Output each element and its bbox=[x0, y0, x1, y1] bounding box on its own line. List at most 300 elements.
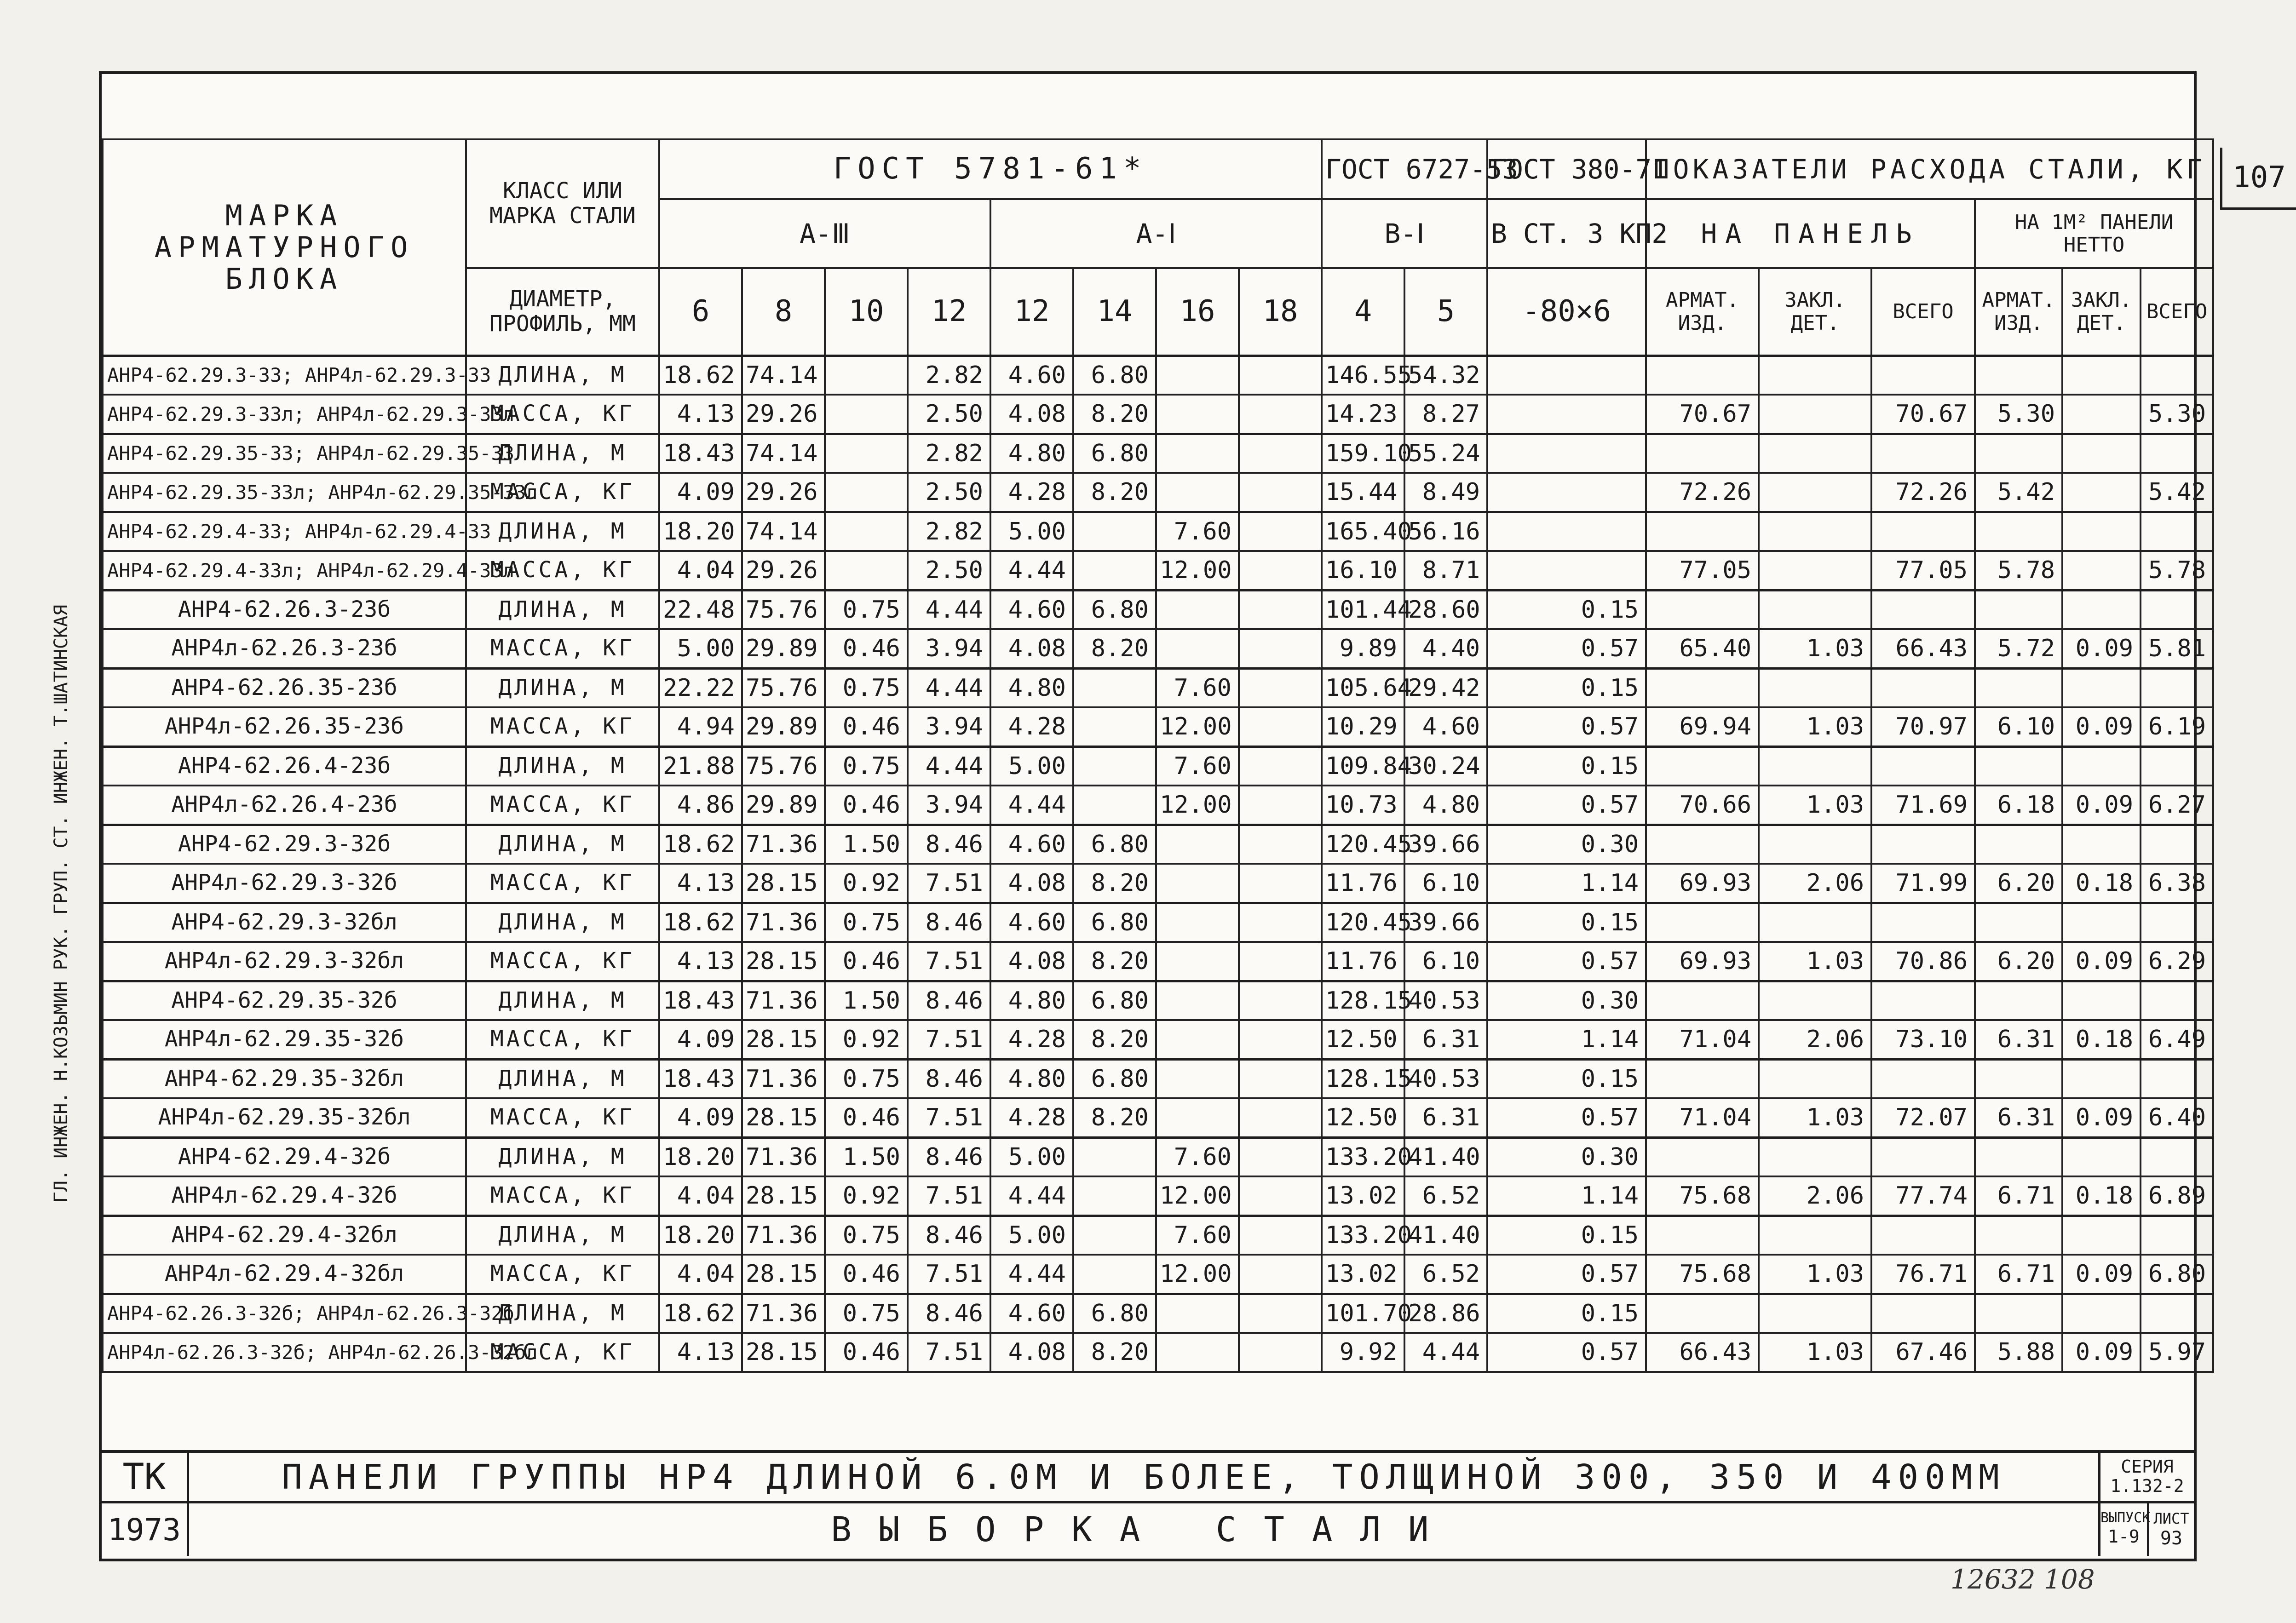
cell-value: 6.10 bbox=[1404, 942, 1487, 981]
cell-value bbox=[1871, 1137, 1975, 1176]
cell-value: 1.03 bbox=[1759, 786, 1871, 825]
cell-value bbox=[1646, 356, 1759, 395]
cell-value bbox=[2141, 903, 2213, 942]
cell-value: 4.80 bbox=[990, 981, 1073, 1020]
cell-value: 0.75 bbox=[825, 746, 908, 786]
cell-value: 0.09 bbox=[2062, 1098, 2141, 1137]
row-marka: АНР4л-62.26.3-32б; АНР4л-62.26.3-32бл bbox=[103, 1333, 466, 1372]
header-armat-1m2: АРМАТ. ИЗД. bbox=[1975, 268, 2062, 356]
cell-value bbox=[2062, 1294, 2141, 1333]
row-marka: АНР4л-62.29.35-32бл bbox=[103, 1098, 466, 1137]
cell-value bbox=[1239, 1333, 1322, 1372]
cell-value bbox=[2062, 668, 2141, 707]
cell-value: 6.80 bbox=[1073, 981, 1156, 1020]
cell-value bbox=[1646, 903, 1759, 942]
cell-value: 4.04 bbox=[659, 1255, 742, 1294]
cell-value: 1.03 bbox=[1759, 1255, 1871, 1294]
header-a1: А-Ⅰ bbox=[990, 199, 1322, 268]
cell-value: 8.46 bbox=[908, 903, 990, 942]
cell-value: 8.20 bbox=[1073, 1098, 1156, 1137]
row-marka: АНР4л-62.29.3-32б bbox=[103, 864, 466, 903]
cell-value bbox=[1239, 942, 1322, 981]
cell-value: 0.92 bbox=[825, 1020, 908, 1059]
row-type: ДЛИНА, М bbox=[466, 1137, 659, 1176]
cell-value bbox=[1156, 864, 1239, 903]
row-type: ДЛИНА, М bbox=[466, 1059, 659, 1098]
cell-value: 4.44 bbox=[990, 551, 1073, 590]
cell-value: 6.49 bbox=[2141, 1020, 2213, 1059]
cell-value: 0.09 bbox=[2062, 942, 2141, 981]
header-na-1m2: НА 1М² ПАНЕЛИ НЕТТО bbox=[1975, 199, 2213, 268]
cell-value: 0.92 bbox=[825, 1176, 908, 1216]
cell-value: 4.44 bbox=[1404, 1333, 1487, 1372]
header-a3: А-Ⅲ bbox=[659, 199, 990, 268]
cell-value: 28.15 bbox=[742, 1176, 825, 1216]
cell-value: 0.75 bbox=[825, 1294, 908, 1333]
cell-value bbox=[1759, 395, 1871, 434]
cell-value bbox=[1073, 1176, 1156, 1216]
cell-value: 12.50 bbox=[1322, 1020, 1404, 1059]
cell-value: 6.80 bbox=[1073, 825, 1156, 864]
cell-value bbox=[1975, 825, 2062, 864]
cell-value: 4.60 bbox=[990, 903, 1073, 942]
table-row bbox=[103, 746, 2213, 786]
cell-value: 29.89 bbox=[742, 786, 825, 825]
cell-value: 28.60 bbox=[1404, 590, 1487, 629]
cell-value: 3.94 bbox=[908, 786, 990, 825]
list-box bbox=[2149, 1503, 2194, 1556]
cell-value bbox=[1975, 512, 2062, 551]
table-row bbox=[103, 864, 2213, 903]
cell-value bbox=[1239, 1137, 1322, 1176]
cell-value bbox=[1646, 746, 1759, 786]
cell-value: 70.97 bbox=[1871, 707, 1975, 746]
cell-value: 41.40 bbox=[1404, 1137, 1487, 1176]
cell-value: 6.80 bbox=[1073, 903, 1156, 942]
cell-value bbox=[1871, 903, 1975, 942]
table-row bbox=[103, 1098, 2213, 1137]
cell-value bbox=[2141, 746, 2213, 786]
cell-value bbox=[1759, 434, 1871, 473]
cell-value: 4.04 bbox=[659, 551, 742, 590]
cell-value bbox=[1239, 356, 1322, 395]
cell-value: 8.20 bbox=[1073, 1020, 1156, 1059]
table-row bbox=[103, 942, 2213, 981]
cell-value: 6.31 bbox=[1404, 1098, 1487, 1137]
cell-value bbox=[2141, 1059, 2213, 1098]
side-stamp-text: ГЛ. ИНЖЕН. Н.КОЗЬМИН РУК. ГРУП. СТ. ИНЖЕН. Т.ШАТИНСКАЯ bbox=[51, 604, 72, 1203]
cell-value: 4.08 bbox=[990, 1333, 1073, 1372]
cell-value: 28.86 bbox=[1404, 1294, 1487, 1333]
cell-value bbox=[1646, 434, 1759, 473]
row-marka: АНР4-62.29.35-33л; АНР4л-62.29.35-33л bbox=[103, 473, 466, 512]
cell-value bbox=[1156, 395, 1239, 434]
cell-value bbox=[1975, 1216, 2062, 1255]
cell-value bbox=[1239, 1216, 1322, 1255]
row-type: МАССА, КГ bbox=[466, 1098, 659, 1137]
cell-value bbox=[1239, 1059, 1322, 1098]
diam-strip: -80×6 bbox=[1487, 268, 1646, 356]
cell-value bbox=[825, 512, 908, 551]
cell-value: 0.57 bbox=[1487, 707, 1646, 746]
cell-value: 4.09 bbox=[659, 1020, 742, 1059]
cell-value bbox=[1975, 1137, 2062, 1176]
cell-value: 0.30 bbox=[1487, 1137, 1646, 1176]
cell-value: 66.43 bbox=[1646, 1333, 1759, 1372]
cell-value: 0.15 bbox=[1487, 903, 1646, 942]
cell-value bbox=[1156, 825, 1239, 864]
cell-value: 28.15 bbox=[742, 1098, 825, 1137]
cell-value: 6.31 bbox=[1975, 1098, 2062, 1137]
header-vsego-1m2: ВСЕГО bbox=[2141, 268, 2213, 356]
header-vsego: ВСЕГО bbox=[1871, 268, 1975, 356]
cell-value: 11.76 bbox=[1322, 864, 1404, 903]
vypusk-value: 1-9 bbox=[2108, 1526, 2140, 1547]
diam-18: 18 bbox=[1239, 268, 1322, 356]
cell-value bbox=[1759, 590, 1871, 629]
cell-value: 22.48 bbox=[659, 590, 742, 629]
cell-value: 0.46 bbox=[825, 629, 908, 668]
seria-label: СЕРИЯ bbox=[2121, 1457, 2174, 1477]
row-type: ДЛИНА, М bbox=[466, 1294, 659, 1333]
cell-value: 6.80 bbox=[1073, 434, 1156, 473]
cell-value: 39.66 bbox=[1404, 825, 1487, 864]
cell-value: 55.24 bbox=[1404, 434, 1487, 473]
cell-value: 10.73 bbox=[1322, 786, 1404, 825]
row-marka: АНР4-62.29.4-32бл bbox=[103, 1216, 466, 1255]
cell-value bbox=[1239, 786, 1322, 825]
cell-value: 2.06 bbox=[1759, 1020, 1871, 1059]
cell-value: 0.18 bbox=[2062, 864, 2141, 903]
row-marka: АНР4-62.29.3-32б bbox=[103, 825, 466, 864]
cell-value bbox=[825, 551, 908, 590]
row-marka: АНР4л-62.29.4-32бл bbox=[103, 1255, 466, 1294]
cell-value bbox=[1871, 981, 1975, 1020]
year-label: 1973 bbox=[102, 1503, 189, 1556]
cell-value: 1.14 bbox=[1487, 864, 1646, 903]
cell-value: 21.88 bbox=[659, 746, 742, 786]
cell-value: 13.02 bbox=[1322, 1176, 1404, 1216]
row-type: МАССА, КГ bbox=[466, 629, 659, 668]
cell-value bbox=[1239, 551, 1322, 590]
cell-value: 0.46 bbox=[825, 786, 908, 825]
cell-value bbox=[2141, 356, 2213, 395]
cell-value: 11.76 bbox=[1322, 942, 1404, 981]
cell-value bbox=[1759, 512, 1871, 551]
cell-value: 1.03 bbox=[1759, 1333, 1871, 1372]
cell-value bbox=[1975, 903, 2062, 942]
cell-value: 77.74 bbox=[1871, 1176, 1975, 1216]
cell-value: 5.30 bbox=[1975, 395, 2062, 434]
cell-value: 12.00 bbox=[1156, 707, 1239, 746]
row-marka: АНР4л-62.26.4-23б bbox=[103, 786, 466, 825]
cell-value bbox=[1073, 1137, 1156, 1176]
cell-value bbox=[1487, 356, 1646, 395]
cell-value: 6.80 bbox=[1073, 1059, 1156, 1098]
cell-value: 0.92 bbox=[825, 864, 908, 903]
cell-value: 69.93 bbox=[1646, 864, 1759, 903]
cell-value bbox=[2141, 434, 2213, 473]
cell-value: 6.31 bbox=[1975, 1020, 2062, 1059]
cell-value: 72.07 bbox=[1871, 1098, 1975, 1137]
cell-value bbox=[1871, 590, 1975, 629]
cell-value bbox=[2141, 512, 2213, 551]
row-marka: АНР4-62.29.35-32бл bbox=[103, 1059, 466, 1098]
cell-value: 18.43 bbox=[659, 981, 742, 1020]
cell-value: 7.60 bbox=[1156, 1216, 1239, 1255]
cell-value: 28.15 bbox=[742, 1255, 825, 1294]
cell-value: 4.13 bbox=[659, 395, 742, 434]
cell-value: 4.28 bbox=[990, 1020, 1073, 1059]
cell-value: 4.09 bbox=[659, 473, 742, 512]
cell-value: 5.42 bbox=[1975, 473, 2062, 512]
cell-value: 8.20 bbox=[1073, 942, 1156, 981]
vypusk-label: ВЫПУСК bbox=[2100, 1510, 2151, 1526]
cell-value: 1.14 bbox=[1487, 1020, 1646, 1059]
cell-value: 5.78 bbox=[1975, 551, 2062, 590]
cell-value: 7.51 bbox=[908, 1098, 990, 1137]
cell-value: 6.80 bbox=[1073, 1294, 1156, 1333]
cell-value: 30.24 bbox=[1404, 746, 1487, 786]
cell-value: 4.13 bbox=[659, 1333, 742, 1372]
cell-value: 4.28 bbox=[990, 1098, 1073, 1137]
cell-value bbox=[2141, 590, 2213, 629]
row-type: ДЛИНА, М bbox=[466, 746, 659, 786]
cell-value: 77.05 bbox=[1646, 551, 1759, 590]
cell-value: 4.08 bbox=[990, 864, 1073, 903]
cell-value: 6.80 bbox=[1073, 356, 1156, 395]
cell-value: 6.19 bbox=[2141, 707, 2213, 746]
cell-value bbox=[1239, 629, 1322, 668]
cell-value: 69.94 bbox=[1646, 707, 1759, 746]
cell-value bbox=[2062, 356, 2141, 395]
table-row bbox=[103, 356, 2213, 395]
list-label: ЛИСТ bbox=[2153, 1510, 2189, 1527]
cell-value bbox=[2062, 825, 2141, 864]
row-type: ДЛИНА, М bbox=[466, 668, 659, 707]
cell-value: 7.60 bbox=[1156, 512, 1239, 551]
cell-value bbox=[1759, 1137, 1871, 1176]
cell-value: 29.42 bbox=[1404, 668, 1487, 707]
table-row bbox=[103, 981, 2213, 1020]
cell-value bbox=[2062, 590, 2141, 629]
cell-value: 18.43 bbox=[659, 434, 742, 473]
cell-value: 5.00 bbox=[990, 1137, 1073, 1176]
title-block bbox=[102, 1450, 2194, 1559]
row-type: МАССА, КГ bbox=[466, 1176, 659, 1216]
cell-value: 1.03 bbox=[1759, 1098, 1871, 1137]
cell-value: 16.10 bbox=[1322, 551, 1404, 590]
cell-value bbox=[1239, 1098, 1322, 1137]
cell-value: 0.75 bbox=[825, 903, 908, 942]
table-row bbox=[103, 434, 2213, 473]
cell-value: 9.89 bbox=[1322, 629, 1404, 668]
cell-value: 77.05 bbox=[1871, 551, 1975, 590]
table-row bbox=[103, 1294, 2213, 1333]
cell-value bbox=[1759, 1216, 1871, 1255]
cell-value bbox=[2062, 1059, 2141, 1098]
cell-value: 0.30 bbox=[1487, 825, 1646, 864]
cell-value: 8.20 bbox=[1073, 1333, 1156, 1372]
row-marka: АНР4-62.26.3-32б; АНР4л-62.26.3-32б bbox=[103, 1294, 466, 1333]
cell-value: 4.60 bbox=[990, 590, 1073, 629]
cell-value: 0.09 bbox=[2062, 1333, 2141, 1372]
header-vst: В СТ. 3 КП2 bbox=[1487, 199, 1646, 268]
cell-value: 8.20 bbox=[1073, 395, 1156, 434]
cell-value: 133.20 bbox=[1322, 1137, 1404, 1176]
cell-value: 56.16 bbox=[1404, 512, 1487, 551]
cell-value: 8.46 bbox=[908, 1216, 990, 1255]
cell-value bbox=[1646, 1294, 1759, 1333]
cell-value: 28.15 bbox=[742, 942, 825, 981]
cell-value bbox=[2141, 981, 2213, 1020]
header-gost5781: ГОСТ 5781-61* bbox=[659, 139, 1322, 199]
cell-value: 67.46 bbox=[1871, 1333, 1975, 1372]
cell-value bbox=[1487, 434, 1646, 473]
table-row bbox=[103, 1059, 2213, 1098]
cell-value: 0.57 bbox=[1487, 1255, 1646, 1294]
cell-value bbox=[1646, 825, 1759, 864]
row-type: МАССА, КГ bbox=[466, 1020, 659, 1059]
cell-value: 4.08 bbox=[990, 942, 1073, 981]
cell-value bbox=[1239, 1020, 1322, 1059]
table-row bbox=[103, 825, 2213, 864]
sheet-subtitle: ВЫБОРКА СТАЛИ bbox=[831, 1510, 1456, 1549]
page-number: 107 bbox=[2220, 148, 2296, 210]
header-pokazateli: ПОКАЗАТЕЛИ РАСХОДА СТАЛИ, КГ bbox=[1646, 139, 2213, 199]
cell-value: 1.03 bbox=[1759, 629, 1871, 668]
cell-value bbox=[1239, 981, 1322, 1020]
row-marka: АНР4л-62.29.3-32бл bbox=[103, 942, 466, 981]
cell-value: 71.36 bbox=[742, 1294, 825, 1333]
cell-value bbox=[1239, 1255, 1322, 1294]
cell-value: 5.81 bbox=[2141, 629, 2213, 668]
cell-value: 18.62 bbox=[659, 903, 742, 942]
cell-value bbox=[1759, 668, 1871, 707]
cell-value bbox=[1239, 434, 1322, 473]
cell-value bbox=[1759, 356, 1871, 395]
cell-value bbox=[1156, 1294, 1239, 1333]
cell-value: 6.89 bbox=[2141, 1176, 2213, 1216]
cell-value: 0.18 bbox=[2062, 1020, 2141, 1059]
cell-value: 4.80 bbox=[990, 668, 1073, 707]
cell-value: 41.40 bbox=[1404, 1216, 1487, 1255]
cell-value: 7.51 bbox=[908, 1255, 990, 1294]
cell-value bbox=[1239, 903, 1322, 942]
cell-value: 6.80 bbox=[2141, 1255, 2213, 1294]
steel-table bbox=[102, 138, 2214, 1373]
row-type: ДЛИНА, М bbox=[466, 981, 659, 1020]
cell-value: 6.27 bbox=[2141, 786, 2213, 825]
cell-value: 146.55 bbox=[1322, 356, 1404, 395]
cell-value bbox=[1759, 551, 1871, 590]
cell-value bbox=[1239, 864, 1322, 903]
cell-value: 8.46 bbox=[908, 1137, 990, 1176]
cell-value bbox=[1975, 981, 2062, 1020]
cell-value: 8.20 bbox=[1073, 864, 1156, 903]
cell-value bbox=[1156, 942, 1239, 981]
table-row bbox=[103, 668, 2213, 707]
cell-value: 4.94 bbox=[659, 707, 742, 746]
cell-value: 0.09 bbox=[2062, 707, 2141, 746]
row-marka: АНР4-62.29.3-33л; АНР4л-62.29.3-33л bbox=[103, 395, 466, 434]
cell-value: 128.15 bbox=[1322, 1059, 1404, 1098]
cell-value: 6.80 bbox=[1073, 590, 1156, 629]
row-type: ДЛИНА, М bbox=[466, 512, 659, 551]
cell-value: 1.03 bbox=[1759, 942, 1871, 981]
cell-value: 75.68 bbox=[1646, 1176, 1759, 1216]
diam-10: 10 bbox=[825, 268, 908, 356]
cell-value: 4.60 bbox=[990, 1294, 1073, 1333]
cell-value: 74.14 bbox=[742, 356, 825, 395]
cell-value: 12.00 bbox=[1156, 1176, 1239, 1216]
cell-value: 74.14 bbox=[742, 434, 825, 473]
cell-value bbox=[1646, 981, 1759, 1020]
cell-value bbox=[1156, 1020, 1239, 1059]
cell-value bbox=[2141, 668, 2213, 707]
cell-value: 0.75 bbox=[825, 590, 908, 629]
cell-value: 6.52 bbox=[1404, 1255, 1487, 1294]
cell-value: 8.71 bbox=[1404, 551, 1487, 590]
cell-value: 7.60 bbox=[1156, 746, 1239, 786]
cell-value: 4.44 bbox=[908, 746, 990, 786]
cell-value: 4.86 bbox=[659, 786, 742, 825]
cell-value: 18.62 bbox=[659, 1294, 742, 1333]
row-type: МАССА, КГ bbox=[466, 473, 659, 512]
cell-value: 75.76 bbox=[742, 746, 825, 786]
cell-value: 6.52 bbox=[1404, 1176, 1487, 1216]
cell-value bbox=[1156, 590, 1239, 629]
cell-value: 5.78 bbox=[2141, 551, 2213, 590]
row-marka: АНР4-62.29.4-32б bbox=[103, 1137, 466, 1176]
cell-value bbox=[1975, 590, 2062, 629]
cell-value: 3.94 bbox=[908, 707, 990, 746]
list-value: 93 bbox=[2160, 1528, 2183, 1549]
cell-value: 4.44 bbox=[908, 668, 990, 707]
cell-value bbox=[1239, 746, 1322, 786]
header-gost380: ГОСТ 380-71 bbox=[1487, 139, 1646, 199]
cell-value bbox=[2062, 746, 2141, 786]
cell-value bbox=[1239, 1294, 1322, 1333]
cell-value: 0.57 bbox=[1487, 1333, 1646, 1372]
cell-value: 18.62 bbox=[659, 825, 742, 864]
row-type: МАССА, КГ bbox=[466, 551, 659, 590]
row-type: МАССА, КГ bbox=[466, 1255, 659, 1294]
header-na-panel: НА ПАНЕЛЬ bbox=[1646, 199, 1975, 268]
cell-value: 9.92 bbox=[1322, 1333, 1404, 1372]
cell-value bbox=[1073, 1255, 1156, 1294]
cell-value: 0.15 bbox=[1487, 1294, 1646, 1333]
cell-value: 8.46 bbox=[908, 825, 990, 864]
seria-box bbox=[2098, 1453, 2194, 1503]
cell-value bbox=[1239, 512, 1322, 551]
cell-value: 66.43 bbox=[1871, 629, 1975, 668]
cell-value: 4.28 bbox=[990, 707, 1073, 746]
cell-value: 0.46 bbox=[825, 707, 908, 746]
cell-value: 128.15 bbox=[1322, 981, 1404, 1020]
row-type: МАССА, КГ bbox=[466, 942, 659, 981]
table-body bbox=[103, 356, 2213, 1372]
cell-value: 71.36 bbox=[742, 1137, 825, 1176]
cell-value bbox=[1759, 1294, 1871, 1333]
header-diam: ДИАМЕТР, ПРОФИЛЬ, ММ bbox=[466, 268, 659, 356]
diam-5: 5 bbox=[1404, 268, 1487, 356]
cell-value: 71.36 bbox=[742, 825, 825, 864]
cell-value: 28.15 bbox=[742, 864, 825, 903]
cell-value: 75.68 bbox=[1646, 1255, 1759, 1294]
cell-value bbox=[1156, 434, 1239, 473]
cell-value: 0.18 bbox=[2062, 1176, 2141, 1216]
